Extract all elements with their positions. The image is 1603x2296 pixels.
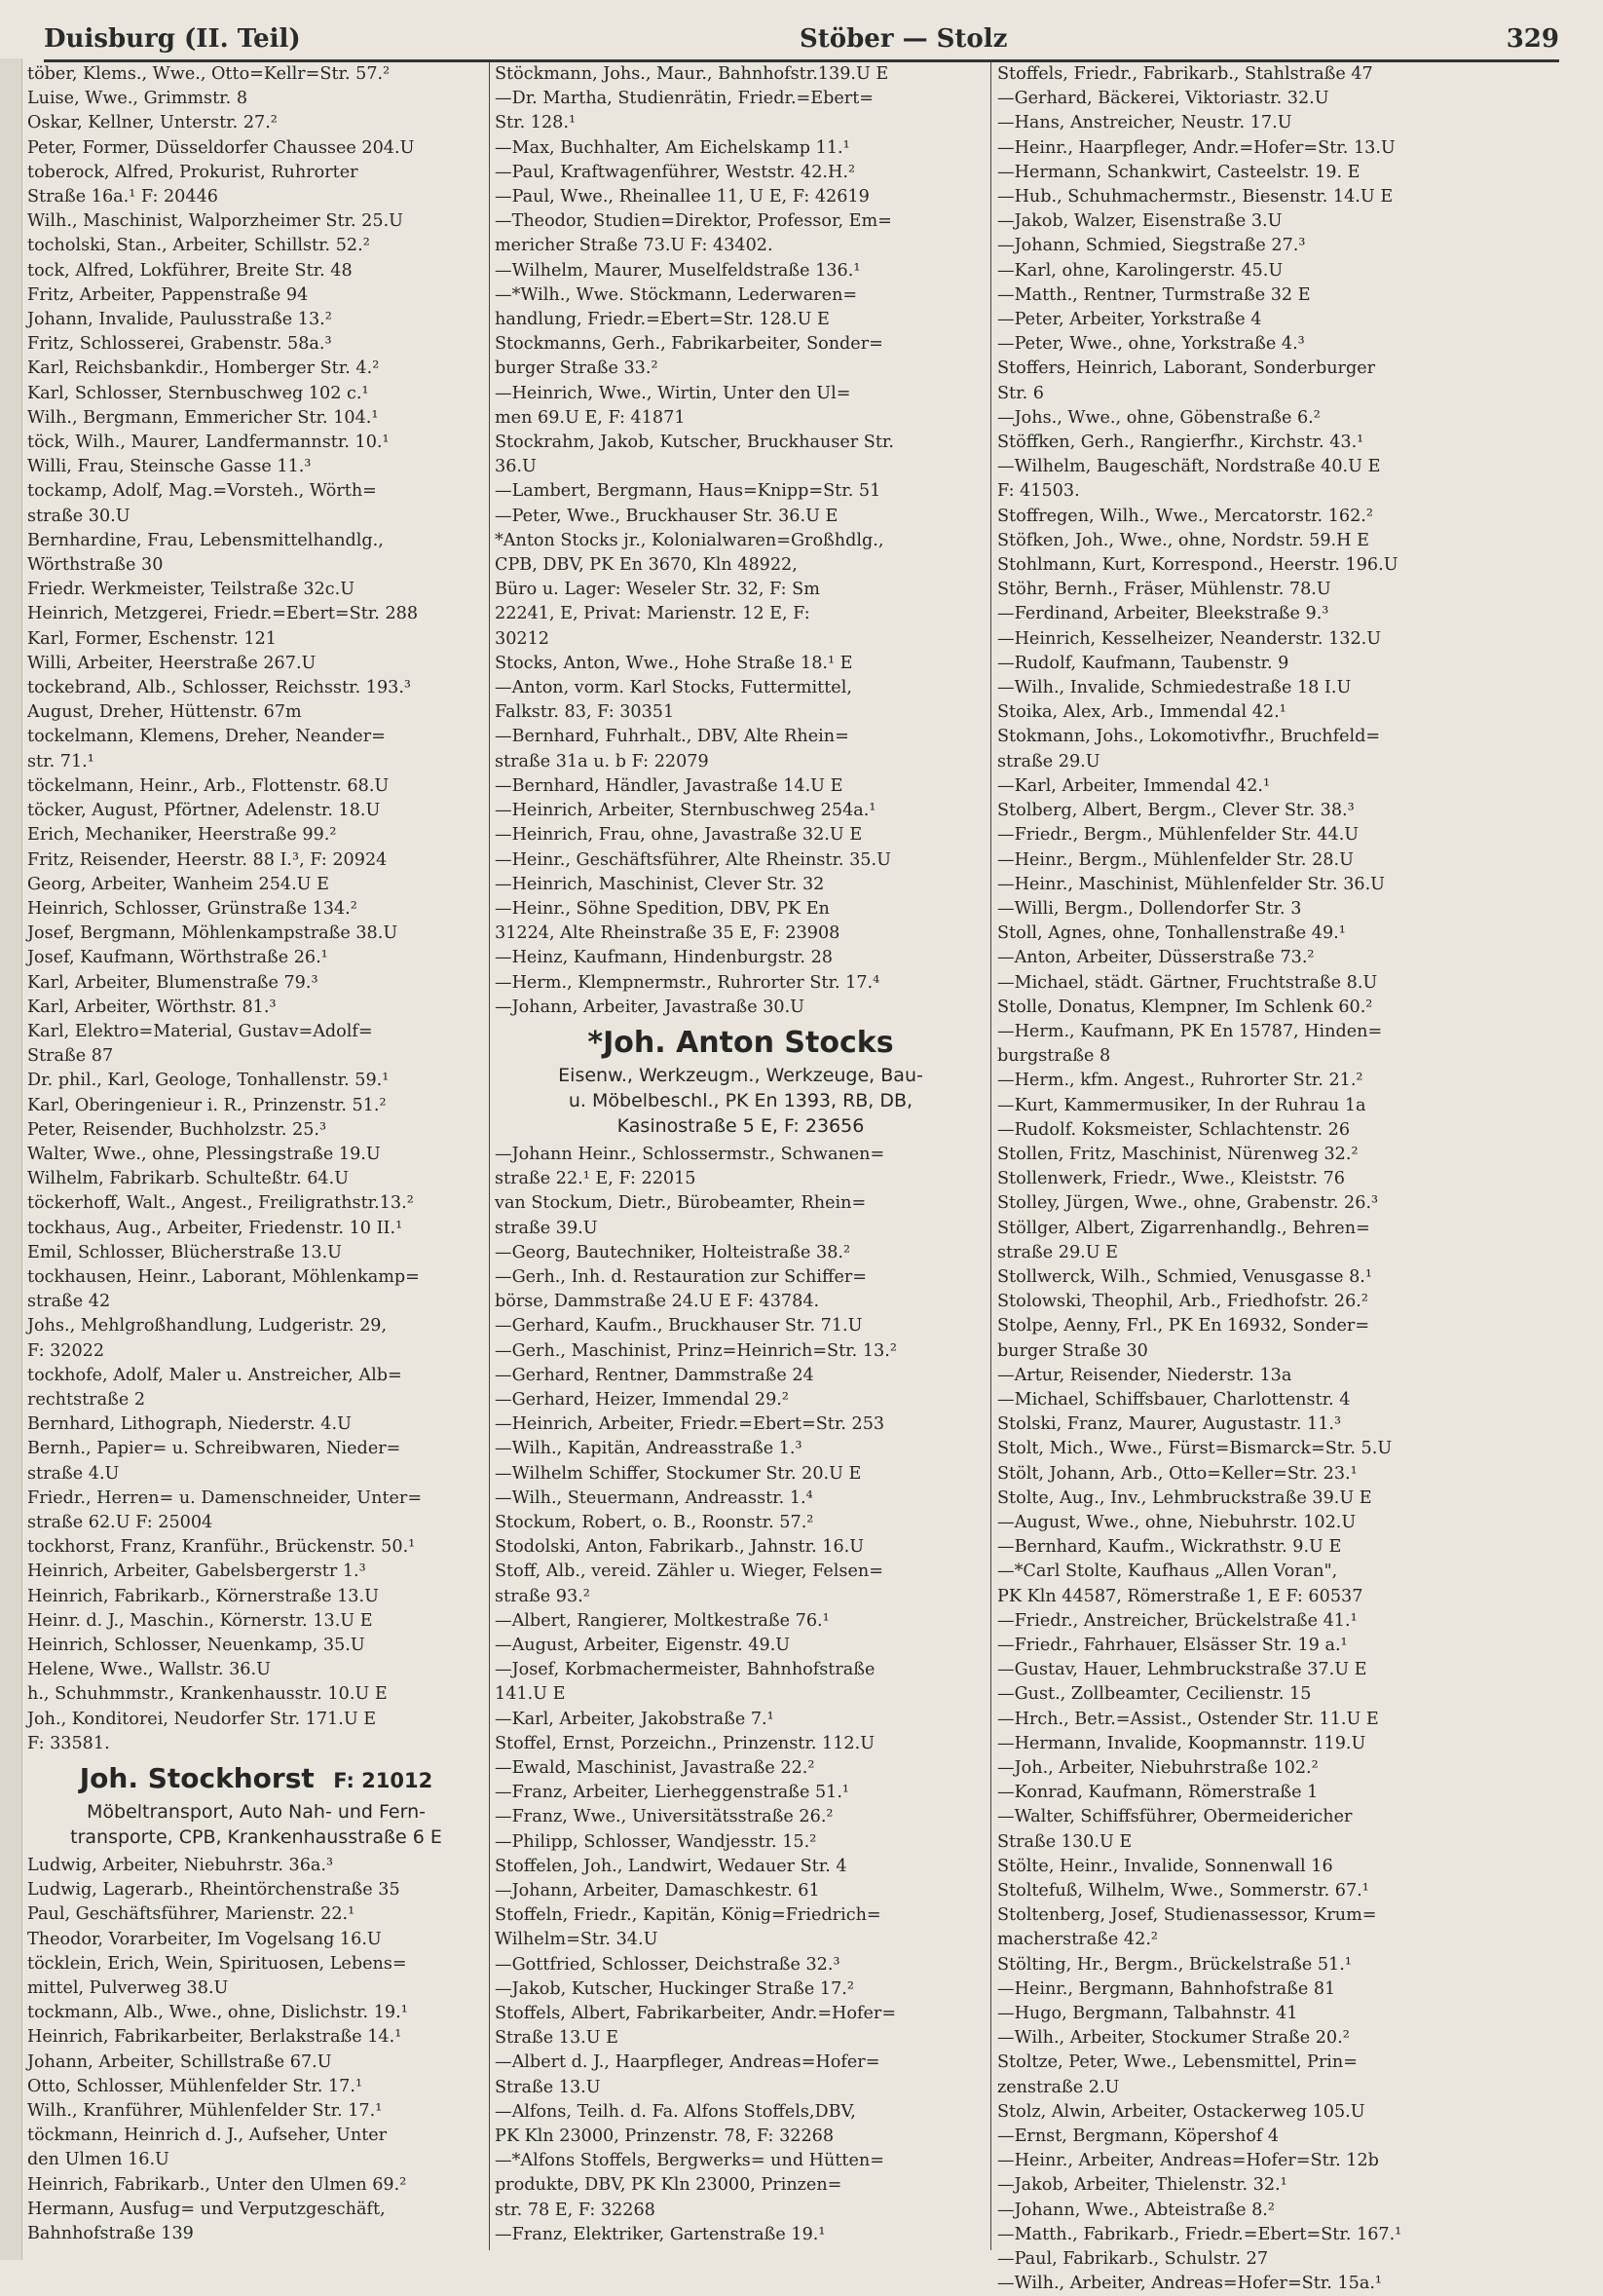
directory-entry-line: Walter, Wwe., ohne, Plessingstraße 19.U — [27, 1144, 381, 1164]
directory-entry-line: Str. 128.¹ — [495, 113, 577, 133]
directory-entry-line: töckerhoff, Walt., Angest., Freiligrathstr.13.² — [27, 1193, 414, 1214]
ad-stockhorst-line2: Möbeltransport, Auto Nah- und Fern- — [86, 1801, 426, 1824]
directory-entry-line: CPB, DBV, PK En 3670, Kln 48922, — [495, 555, 798, 576]
directory-entry-line: Stöhr, Bernh., Fräser, Mühlenstr. 78.U — [997, 580, 1331, 600]
directory-entry-line: —Anton, vorm. Karl Stocks, Futtermittel, — [495, 678, 852, 698]
directory-entry-line: —Heinrich, Arbeiter, Friedr.=Ebert=Str. 253 — [495, 1414, 885, 1435]
directory-entry-line: Stodolski, Anton, Fabrikarb., Jahnstr. 16.U — [495, 1537, 865, 1558]
directory-entry-line: Stoffels, Albert, Fabrikarbeiter, Andr.=Hofer= — [495, 2004, 897, 2024]
directory-entry-line: —Paul, Kraftwagenführer, Weststr. 42.H.² — [495, 162, 855, 182]
directory-entry-line: —Hermann, Invalide, Koopmannstr. 119.U — [997, 1733, 1366, 1753]
directory-entry-line: —Peter, Arbeiter, Yorkstraße 4 — [997, 310, 1262, 330]
column-1-entries — [27, 62, 485, 1756]
directory-entry-line: —Hans, Anstreicher, Neustr. 17.U — [997, 113, 1292, 133]
directory-entry-line: Stolt, Mich., Wwe., Fürst=Bismarck=Str. 5.U — [997, 1439, 1393, 1459]
directory-entry-line: Helene, Wwe., Wallstr. 36.U — [27, 1660, 271, 1680]
directory-entry-line: —Artur, Reisender, Niederstr. 13a — [997, 1365, 1292, 1385]
directory-entry-line: —Wilh., Invalide, Schmiedestraße 18 I.U — [997, 678, 1352, 698]
directory-entry-line: straße 30.U — [27, 506, 130, 526]
directory-entry-line: produkte, DBV, PK Kln 23000, Prinzen= — [495, 2175, 842, 2196]
directory-entry-line: —Heinr., Haarpfleger, Andr.=Hofer=Str. 13.U — [997, 137, 1396, 158]
directory-entry-line: Karl, Elektro=Material, Gustav=Adolf= — [27, 1021, 373, 1041]
directory-entry-line: —Gust., Zollbeamter, Cecilienstr. 15 — [997, 1684, 1312, 1705]
directory-entry-line: Otto, Schlosser, Mühlenfelder Str. 17.¹ — [27, 2076, 363, 2096]
directory-entry-line: —Heinrich, Maschinist, Clever Str. 32 — [495, 874, 825, 894]
directory-entry-line: Stoffel, Ernst, Porzeichn., Prinzenstr. 112.U — [495, 1733, 876, 1753]
directory-entry-line: Stolpe, Aenny, Frl., PK En 16932, Sonder= — [997, 1316, 1370, 1336]
directory-entry-line: Stolski, Franz, Maurer, Augustastr. 11.³ — [997, 1414, 1342, 1435]
directory-entry-line: töckmann, Heinrich d. J., Aufseher, Unter — [27, 2126, 388, 2146]
directory-entry-line: Heinr. d. J., Maschin., Körnerstr. 13.U E — [27, 1610, 373, 1631]
directory-entry-line: Stokmann, Johs., Lokomotivfhr., Bruchfeld= — [997, 727, 1381, 747]
directory-entry-line: Karl, Oberingenieur i. R., Prinzenstr. 51.² — [27, 1095, 387, 1115]
directory-entry-line: —Heinrich, Frau, ohne, Javastraße 32.U E — [495, 825, 863, 846]
directory-entry-line: Heinrich, Fabrikarbeiter, Berlakstraße 14.¹ — [27, 2027, 402, 2048]
column-1 — [27, 62, 485, 2250]
directory-entry-line: Stöckmann, Johs., Maur., Bahnhofstr.139.U E — [495, 64, 889, 84]
column-divider — [990, 62, 991, 2250]
directory-entry-line: Straße 13.U E — [495, 2028, 619, 2049]
directory-entry-line: Peter, Former, Düsseldorfer Chaussee 204.U — [27, 137, 415, 158]
directory-entry-line: mittel, Pulverweg 38.U — [27, 1978, 229, 1999]
directory-entry-line: Josef, Bergmann, Möhlenkampstraße 38.U — [27, 923, 398, 944]
directory-entry-line: F: 41503. — [997, 481, 1080, 502]
directory-entry-line: burger Straße 30 — [997, 1340, 1148, 1361]
directory-entry-line: —Heinr., Geschäftsführer, Alte Rheinstr. 35.U — [495, 849, 891, 870]
directory-entry-line: macherstraße 42.² — [997, 1930, 1158, 1950]
directory-entry-line: —Gerh., Maschinist, Prinz=Heinrich=Str. 13.² — [495, 1340, 897, 1361]
directory-entry-line: Stöffken, Gerh., Rangierfhr., Kirchstr. 43.¹ — [997, 433, 1364, 453]
directory-entry-line: mericher Straße 73.U F: 43402. — [495, 236, 773, 256]
directory-entry-line: Willi, Frau, Steinsche Gasse 11.³ — [27, 457, 312, 477]
directory-entry-line: —Johann, Arbeiter, Damaschkestr. 61 — [495, 1881, 820, 1901]
directory-entry-line: Joh., Konditorei, Neudorfer Str. 171.U E — [27, 1709, 377, 1729]
directory-entry-line: Wilhelm=Str. 34.U — [495, 1930, 658, 1950]
directory-entry-line: —Gerhard, Kaufm., Bruckhauser Str. 71.U — [495, 1316, 863, 1336]
directory-entry-line: Karl, Arbeiter, Wörthstr. 81.³ — [27, 997, 277, 1017]
directory-entry-line: —Anton, Arbeiter, Düsserstraße 73.² — [997, 948, 1315, 968]
directory-entry-line: Stoltefuß, Wilhelm, Wwe., Sommerstr. 67.¹ — [997, 1881, 1369, 1901]
directory-entry-line: Stoltze, Peter, Wwe., Lebensmittel, Prin= — [997, 2052, 1358, 2073]
directory-entry-line: straße 22.¹ E, F: 22015 — [495, 1169, 696, 1189]
directory-entry-line: Stoffers, Heinrich, Laborant, Sonderburger — [997, 358, 1376, 379]
directory-entry-line: straße 4.U — [27, 1463, 120, 1484]
directory-entry-line: Heinrich, Schlosser, Grünstraße 134.² — [27, 898, 357, 919]
directory-entry-line: —Wilh., Kapitän, Andreasstraße 1.³ — [495, 1439, 802, 1459]
directory-entry-line: —Johann, Arbeiter, Javastraße 30.U — [495, 997, 805, 1017]
directory-entry-line: h., Schuhmmstr., Krankenhausstr. 10.U E — [27, 1684, 388, 1705]
directory-entry-line: —Friedr., Fahrhauer, Elsässer Str. 19 a.¹ — [997, 1636, 1348, 1655]
directory-entry-line: straße 62.U F: 25004 — [27, 1512, 213, 1532]
directory-entry-line: Johann, Arbeiter, Schillstraße 67.U — [27, 2051, 332, 2072]
directory-entry-line: —*Alfons Stoffels, Bergwerks= und Hütten= — [495, 2151, 884, 2171]
page-number: 329 — [1506, 24, 1559, 54]
directory-entry-line: Stolowski, Theophil, Arb., Friedhofstr. 26.² — [997, 1292, 1368, 1312]
directory-entry-line: Theodor, Vorarbeiter, Im Vogelsang 16.U — [27, 1929, 382, 1949]
directory-entry-line: Heinrich, Fabrikarb., Unter den Ulmen 69.² — [27, 2174, 407, 2195]
ad-stockhorst-line3: transporte, CPB, Krankenhausstraße 6 E — [70, 1826, 442, 1849]
directory-entry-line: Stölting, Hr., Bergm., Brückelstraße 51.¹ — [997, 1954, 1352, 1975]
directory-entry-line: —Willi, Bergm., Dollendorfer Str. 3 — [997, 898, 1302, 919]
directory-entry-line: —Herm., Klempnermstr., Ruhrorter Str. 17.⁴ — [495, 972, 880, 993]
directory-entry-line: *Anton Stocks jr., Kolonialwaren=Großhdlg., — [495, 530, 884, 550]
directory-entry-line: —Joh., Arbeiter, Niebuhrstraße 102.² — [997, 1758, 1319, 1779]
directory-entry-line: —Franz, Wwe., Universitätsstraße 26.² — [495, 1807, 834, 1827]
directory-entry-line: —Wilhelm Schiffer, Stockumer Str. 20.U E — [495, 1463, 862, 1484]
directory-entry-line: —Peter, Wwe., ohne, Yorkstraße 4.³ — [997, 334, 1305, 355]
directory-entry-line: Stölte, Heinr., Invalide, Sonnenwall 16 — [997, 1856, 1333, 1876]
directory-entry-line: Luise, Wwe., Grimmstr. 8 — [27, 89, 248, 109]
page-header — [44, 21, 1559, 56]
directory-entry-line: F: 32022 — [27, 1340, 105, 1361]
directory-entry-line: burger Straße 33.² — [495, 358, 658, 379]
directory-entry-line: Stöfken, Joh., Wwe., ohne, Nordstr. 59.H E — [997, 530, 1369, 550]
directory-entry-line: August, Dreher, Hüttenstr. 67m — [27, 702, 302, 723]
directory-entry-line: —Ferdinand, Arbeiter, Bleekstraße 9.³ — [997, 604, 1329, 624]
directory-entry-line: straße 42 — [27, 1292, 111, 1312]
directory-entry-line: —Gottfried, Schlosser, Deichstraße 32.³ — [495, 1954, 840, 1975]
directory-entry-line: tockelmann, Klemens, Dreher, Neander= — [27, 727, 386, 747]
ad-joh-anton-stocks — [495, 1024, 987, 1139]
directory-entry-line: —Wilhelm, Maurer, Muselfeldstraße 136.¹ — [495, 260, 861, 281]
directory-entry-line: —Max, Buchhalter, Am Eichelskamp 11.¹ — [495, 137, 850, 158]
directory-entry-line: Stollen, Fritz, Maschinist, Nürenweg 32.² — [997, 1144, 1359, 1164]
header-center: Stöber — Stolz — [799, 24, 1008, 54]
directory-entry-line: Emil, Schlosser, Blücherstraße 13.U — [27, 1242, 343, 1262]
directory-entry-line: van Stockum, Dietr., Bürobeamter, Rhein= — [495, 1193, 867, 1214]
directory-entry-line: —Gustav, Hauer, Lehmbruckstraße 37.U E — [997, 1660, 1367, 1680]
directory-entry-line: —Heinrich, Arbeiter, Sternbuschweg 254a.¹ — [495, 801, 876, 821]
page-edge — [0, 58, 22, 2260]
directory-entry-line: Karl, Reichsbankdir., Homberger Str. 4.² — [27, 358, 380, 379]
column-divider — [489, 62, 490, 2250]
directory-entry-line: tockamp, Adolf, Mag.=Vorsteh., Wörth= — [27, 481, 377, 502]
directory-entry-line: men 69.U E, F: 41871 — [495, 407, 686, 428]
directory-entry-line: —Bernhard, Händler, Javastraße 14.U E — [495, 775, 843, 796]
directory-entry-line: —Matth., Fabrikarb., Friedr.=Ebert=Str. 167.¹ — [997, 2224, 1402, 2244]
directory-entry-line: Johs., Mehlgroßhandlung, Ludgeristr. 29, — [27, 1316, 388, 1336]
directory-entry-line: —Hrch., Betr.=Assist., Ostender Str. 11.U E — [997, 1709, 1379, 1729]
ad-stocks-line3: u. Möbelbeschl., PK En 1393, RB, DB, — [568, 1089, 913, 1111]
directory-entry-line: —Herm., kfm. Angest., Ruhrorter Str. 21.² — [997, 1071, 1363, 1091]
directory-entry-line: —Heinr., Arbeiter, Andreas=Hofer=Str. 12b — [997, 2151, 1379, 2171]
directory-entry-line: Karl, Arbeiter, Blumenstraße 79.³ — [27, 972, 318, 993]
directory-entry-line: Fritz, Arbeiter, Pappenstraße 94 — [27, 284, 309, 305]
directory-entry-line: Stockum, Robert, o. B., Roonstr. 57.² — [495, 1512, 814, 1532]
directory-entry-line: —Bernhard, Fuhrhalt., DBV, Alte Rhein= — [495, 727, 849, 747]
directory-entry-line: PK Kln 23000, Prinzenstr. 78, F: 32268 — [495, 2127, 835, 2147]
ad-stockhorst-phone: F: 21012 — [333, 1769, 433, 1793]
directory-entry-line: —Friedr., Bergm., Mühlenfelder Str. 44.U — [997, 825, 1360, 846]
directory-entry-line: —Ewald, Maschinist, Javastraße 22.² — [495, 1758, 815, 1778]
directory-entry-line: 141.U E — [495, 1684, 566, 1705]
directory-entry-line: Stocks, Anton, Wwe., Hohe Straße 18.¹ E — [495, 653, 853, 673]
directory-entry-line: Erich, Mechaniker, Heerstraße 99.² — [27, 825, 337, 846]
ad-stockhorst-name: Joh. Stockhorst — [79, 1762, 315, 1795]
directory-entry-line: Oskar, Kellner, Unterstr. 27.² — [27, 113, 278, 133]
directory-entry-line: —*Carl Stolte, Kaufhaus „Allen Voran", — [997, 1562, 1338, 1582]
ad-stockhorst — [27, 1760, 485, 1850]
directory-entry-line: —Michael, städt. Gärtner, Fruchtstraße 8.U — [997, 972, 1378, 993]
directory-entry-line: Hermann, Ausfug= und Verputzgeschäft, — [27, 2199, 386, 2219]
directory-entry-line: —Gerhard, Bäckerei, Viktoriastr. 32.U — [997, 89, 1329, 109]
directory-entry-line: Wilh., Maschinist, Walporzheimer Str. 25.U — [27, 211, 403, 232]
directory-entry-line: den Ulmen 16.U — [27, 2150, 169, 2170]
directory-entry-line: tockhorst, Franz, Kranführ., Brückenstr. 50.¹ — [27, 1537, 416, 1558]
directory-entry-line: —Johann, Wwe., Abteistraße 8.² — [997, 2200, 1275, 2220]
directory-entry-line: Wörthstraße 30 — [27, 555, 164, 576]
directory-entry-line: Georg, Arbeiter, Wanheim 254.U E — [27, 874, 329, 894]
directory-entry-line: —Konrad, Kaufmann, Römerstraße 1 — [997, 1783, 1319, 1803]
directory-entry-line: tock, Alfred, Lokführer, Breite Str. 48 — [27, 260, 353, 281]
directory-entry-line: —Heinr., Bergmann, Bahnhofstraße 81 — [997, 1978, 1336, 1999]
directory-entry-line: Friedr., Herren= u. Damenschneider, Unter= — [27, 1487, 423, 1508]
directory-entry-line: Stoffelen, Joh., Landwirt, Wedauer Str. 4 — [495, 1856, 847, 1876]
directory-entry-line: toberock, Alfred, Prokurist, Ruhrorter — [27, 162, 358, 182]
directory-entry-line: —Rudolf. Koksmeister, Schlachtenstr. 26 — [997, 1119, 1351, 1140]
directory-entry-line: —Heinr., Söhne Spedition, DBV, PK En — [495, 898, 830, 919]
directory-entry-line: str. 71.¹ — [27, 751, 94, 772]
directory-entry-line: Heinrich, Metzgerei, Friedr.=Ebert=Str. 288 — [27, 604, 419, 624]
directory-entry-line: Johann, Invalide, Paulusstraße 13.² — [27, 310, 332, 330]
directory-entry-line: Stoltenberg, Josef, Studienassessor, Krum= — [997, 1905, 1377, 1926]
directory-entry-line: —Wilh., Arbeiter, Andreas=Hofer=Str. 15a.¹ — [997, 2274, 1382, 2294]
directory-entry-line: töck, Wilh., Maurer, Landfermannstr. 10.¹ — [27, 433, 390, 453]
directory-entry-line: Dr. phil., Karl, Geologe, Tonhallenstr. 59.¹ — [27, 1071, 390, 1091]
directory-entry-line: Str. 6 — [997, 383, 1044, 403]
directory-entry-line: —Jakob, Kutscher, Huckinger Straße 17.² — [495, 1978, 854, 1999]
directory-entry-line: Heinrich, Arbeiter, Gabelsbergerstr 1.³ — [27, 1562, 366, 1582]
directory-entry-line: —Albert, Rangierer, Moltkestraße 76.¹ — [495, 1610, 830, 1631]
column-2 — [495, 62, 987, 2250]
directory-entry-line: 31224, Alte Rheinstraße 35 E, F: 23908 — [495, 923, 840, 944]
directory-entry-line: —Ernst, Bergmann, Köpershof 4 — [997, 2127, 1280, 2147]
directory-entry-line: —Gerhard, Heizer, Immendal 29.² — [495, 1389, 789, 1410]
directory-entry-line: —Wilh., Steuermann, Andreasstr. 1.⁴ — [495, 1487, 813, 1508]
directory-entry-line: —Paul, Fabrikarb., Schulstr. 27 — [997, 2249, 1269, 2270]
directory-entry-line: tocholski, Stan., Arbeiter, Schillstr. 52.² — [27, 236, 370, 256]
directory-entry-line: Friedr. Werkmeister, Teilstraße 32c.U — [27, 580, 355, 600]
directory-entry-line: —Karl, Arbeiter, Immendal 42.¹ — [997, 775, 1271, 796]
directory-entry-line: —Rudolf, Kaufmann, Taubenstr. 9 — [997, 653, 1289, 673]
directory-entry-line: —Albert d. J., Haarpfleger, Andreas=Hofer= — [495, 2052, 880, 2073]
directory-entry-line: Bernhardine, Frau, Lebensmittelhandlg., — [27, 530, 384, 550]
directory-entry-line: —Franz, Elektriker, Gartenstraße 19.¹ — [495, 2224, 826, 2244]
ad-stocks-line4: Kasinostraße 5 E, F: 23656 — [616, 1114, 865, 1137]
directory-entry-line: —Heinr., Bergm., Mühlenfelder Str. 28.U — [997, 849, 1354, 870]
directory-entry-line: —Hugo, Bergmann, Talbahnstr. 41 — [997, 2004, 1298, 2024]
directory-entry-line: —Paul, Wwe., Rheinallee 11, U E, F: 42619 — [495, 187, 870, 207]
column-3-entries — [997, 62, 1504, 2296]
directory-entry-line: —Philipp, Schlosser, Wandjesstr. 15.² — [495, 1831, 817, 1852]
directory-entry-line: —Franz, Arbeiter, Lierheggenstraße 51.¹ — [495, 1783, 849, 1803]
directory-entry-line: straße 39.U — [495, 1218, 598, 1238]
directory-entry-line: —Lambert, Bergmann, Haus=Knipp=Str. 51 — [495, 481, 881, 502]
directory-entry-line: zenstraße 2.U — [997, 2077, 1120, 2097]
directory-entry-line: straße 31a u. b F: 22079 — [495, 751, 709, 772]
directory-entry-line: —Karl, Arbeiter, Jakobstraße 7.¹ — [495, 1709, 774, 1729]
directory-entry-line: Falkstr. 83, F: 30351 — [495, 702, 675, 723]
directory-entry-line: straße 29.U E — [997, 1242, 1118, 1262]
directory-entry-line: Bernhard, Lithograph, Niederstr. 4.U — [27, 1414, 352, 1435]
directory-entry-line: —Johs., Wwe., ohne, Göbenstraße 6.² — [997, 407, 1321, 428]
directory-entry-line: töcklein, Erich, Wein, Spirituosen, Lebens= — [27, 1953, 407, 1974]
directory-entry-line: Heinrich, Schlosser, Neuenkamp, 35.U — [27, 1636, 365, 1655]
directory-entry-line: Stoffels, Friedr., Fabrikarb., Stahlstraße 47 — [997, 64, 1373, 84]
directory-entry-line: töcker, August, Pförtner, Adelenstr. 18.U — [27, 801, 381, 821]
directory-entry-line: Stolberg, Albert, Bergm., Clever Str. 38.³ — [997, 801, 1355, 821]
directory-entry-line: tockhofe, Adolf, Maler u. Anstreicher, Alb= — [27, 1365, 402, 1385]
directory-entry-line: 22241, E, Privat: Marienstr. 12 E, F: — [495, 604, 810, 624]
column-2-entries — [495, 62, 987, 1020]
directory-entry-line: Straße 13.U — [495, 2077, 601, 2097]
directory-entry-line: tockhausen, Heinr., Laborant, Möhlenkamp= — [27, 1266, 420, 1287]
directory-entry-line: Stoika, Alex, Arb., Immendal 42.¹ — [997, 702, 1286, 723]
directory-entry-line: Wilh., Bergmann, Emmericher Str. 104.¹ — [27, 407, 379, 428]
directory-entry-line: —Wilhelm, Baugeschäft, Nordstraße 40.U E — [997, 457, 1381, 477]
directory-entry-line: Willi, Arbeiter, Heerstraße 267.U — [27, 653, 317, 673]
directory-entry-line: —Herm., Kaufmann, PK En 15787, Hinden= — [997, 1021, 1383, 1041]
directory-entry-line: töber, Klems., Wwe., Otto=Kellr=Str. 57.² — [27, 64, 391, 84]
directory-entry-line: Stöllger, Albert, Zigarrenhandlg., Behren= — [997, 1218, 1370, 1238]
directory-entry-line: Stoff, Alb., vereid. Zähler u. Wieger, Felsen= — [495, 1562, 883, 1582]
directory-entry-line: —Michael, Schiffsbauer, Charlottenstr. 4 — [997, 1389, 1351, 1410]
directory-entry-line: töckelmann, Heinr., Arb., Flottenstr. 68.U — [27, 775, 390, 796]
directory-entry-line: F: 33581. — [27, 1733, 110, 1753]
directory-entry-line: —Gerh., Inh. d. Restauration zur Schiffer= — [495, 1266, 868, 1287]
directory-entry-line: —Heinrich, Wwe., Wirtin, Unter den Ul= — [495, 383, 851, 403]
column-1-entries-continued — [27, 1854, 485, 2246]
directory-entry-line: Paul, Geschäftsführer, Marienstr. 22.¹ — [27, 1904, 355, 1925]
directory-entry-line: —Jakob, Arbeiter, Thielenstr. 32.¹ — [997, 2175, 1287, 2196]
directory-entry-line: börse, Dammstraße 24.U E F: 43784. — [495, 1292, 820, 1312]
directory-entry-line: Karl, Former, Eschenstr. 121 — [27, 628, 278, 649]
column-2-entries-continued — [495, 1143, 987, 2247]
directory-entry-line: 36.U — [495, 457, 537, 477]
directory-entry-line: Stolle, Donatus, Klempner, Im Schlenk 60.² — [997, 997, 1373, 1017]
directory-entry-line: Fritz, Reisender, Heerstr. 88 I.³, F: 20924 — [27, 849, 388, 870]
directory-entry-line: —Dr. Martha, Studienrätin, Friedr.=Ebert= — [495, 89, 875, 109]
directory-entry-line: —Hermann, Schankwirt, Casteelstr. 19. E — [997, 162, 1361, 182]
directory-entry-line: Stockmanns, Gerh., Fabrikarbeiter, Sonder= — [495, 334, 883, 355]
directory-entry-line: —Bernhard, Kaufm., Wickrathstr. 9.U E — [997, 1537, 1342, 1558]
directory-entry-line: Bahnhofstraße 139 — [27, 2224, 194, 2244]
directory-entry-line: —Friedr., Anstreicher, Brückelstraße 41.¹ — [997, 1610, 1358, 1631]
directory-entry-line: burgstraße 8 — [997, 1046, 1111, 1067]
directory-entry-line: Karl, Schlosser, Sternbuschweg 102 c.¹ — [27, 383, 369, 403]
directory-entry-line: Josef, Kaufmann, Wörthstraße 26.¹ — [27, 948, 328, 968]
directory-entry-line: tockebrand, Alb., Schlosser, Reichsstr. 193.³ — [27, 678, 411, 698]
directory-entry-line: —Theodor, Studien=Direktor, Professor, Em= — [495, 211, 892, 232]
directory-entry-line: tockmann, Alb., Wwe., ohne, Dislichstr. 19.¹ — [27, 2003, 408, 2023]
directory-entry-line: —Peter, Wwe., Bruckhauser Str. 36.U E — [495, 506, 839, 526]
directory-entry-line: —Johann Heinr., Schlossermstr., Schwanen= — [495, 1144, 885, 1164]
directory-entry-line: Stoffregen, Wilh., Wwe., Mercatorstr. 162.² — [997, 506, 1373, 526]
directory-entry-line: Stolz, Alwin, Arbeiter, Ostackerweg 105.U — [997, 2101, 1365, 2122]
directory-entry-line: —Matth., Rentner, Turmstraße 32 E — [997, 284, 1311, 305]
directory-entry-line: —Alfons, Teilh. d. Fa. Alfons Stoffels,DBV, — [495, 2101, 856, 2122]
directory-entry-line: —Gerhard, Rentner, Dammstraße 24 — [495, 1365, 814, 1385]
column-3 — [997, 62, 1504, 2294]
ad-stocks-name: *Joh. Anton Stocks — [587, 1025, 894, 1060]
directory-entry-line: 30212 — [495, 628, 549, 649]
directory-entry-line: —Karl, ohne, Karolingerstr. 45.U — [997, 260, 1284, 281]
directory-entry-line: Straße 87 — [27, 1046, 114, 1067]
directory-entry-line: PK Kln 44587, Römerstraße 1, E F: 60537 — [997, 1586, 1363, 1606]
directory-entry-line: —Kurt, Kammermusiker, In der Ruhrau 1a — [997, 1095, 1366, 1115]
directory-entry-line: Bernh., Papier= u. Schreibwaren, Nieder= — [27, 1439, 401, 1459]
directory-entry-line: —August, Arbeiter, Eigenstr. 49.U — [495, 1635, 791, 1655]
directory-entry-line: tockhaus, Aug., Arbeiter, Friedenstr. 10 II.¹ — [27, 1218, 403, 1238]
directory-entry-line: Stoll, Agnes, ohne, Tonhallenstraße 49.¹ — [997, 923, 1346, 944]
directory-entry-line: Heinrich, Fabrikarb., Körnerstraße 13.U — [27, 1586, 379, 1606]
directory-entry-line: handlung, Friedr.=Ebert=Str. 128.U E — [495, 310, 830, 330]
directory-entry-line: —Johann, Schmied, Siegstraße 27.³ — [997, 236, 1306, 256]
directory-entry-line: —Georg, Bautechniker, Holteistraße 38.² — [495, 1242, 851, 1262]
header-left: Duisburg (II. Teil) — [44, 24, 301, 54]
directory-entry-line: Stockrahm, Jakob, Kutscher, Bruckhauser Str. — [495, 433, 894, 453]
directory-entry-line: —Jakob, Walzer, Eisenstraße 3.U — [997, 211, 1283, 232]
directory-entry-line: —*Wilh., Wwe. Stöckmann, Lederwaren= — [495, 284, 858, 305]
directory-entry-line: straße 93.² — [495, 1586, 590, 1606]
directory-entry-line: Stolley, Jürgen, Wwe., ohne, Grabenstr. 26.³ — [997, 1193, 1379, 1214]
directory-entry-line: —Heinr., Maschinist, Mühlenfelder Str. 36.U — [997, 874, 1386, 894]
directory-entry-line: Ludwig, Lagerarb., Rheintörchenstraße 35 — [27, 1880, 400, 1901]
directory-entry-line: Stölt, Johann, Arb., Otto=Keller=Str. 23.¹ — [997, 1463, 1358, 1484]
directory-entry-line: Straße 130.U E — [997, 1831, 1133, 1852]
directory-entry-line: Stohlmann, Kurt, Korrespond., Heerstr. 196.U — [997, 555, 1398, 576]
directory-entry-line: Wilhelm, Fabrikarb. Schulteßtr. 64.U — [27, 1169, 350, 1189]
ad-stocks-line2: Eisenw., Werkzeugm., Werkzeuge, Bau- — [558, 1064, 923, 1086]
directory-entry-line: —Wilh., Arbeiter, Stockumer Straße 20.² — [997, 2028, 1350, 2049]
directory-entry-line: rechtstraße 2 — [27, 1389, 146, 1410]
directory-entry-line: Fritz, Schlosserei, Grabenstr. 58a.³ — [27, 334, 332, 355]
directory-entry-line: Stollenwerk, Friedr., Wwe., Kleiststr. 76 — [997, 1169, 1346, 1189]
directory-entry-line: straße 29.U — [997, 751, 1100, 772]
directory-entry-line: Büro u. Lager: Weseler Str. 32, F: Sm — [495, 580, 820, 600]
directory-entry-line: Wilh., Kranführer, Mühlenfelder Str. 17.¹ — [27, 2101, 383, 2122]
directory-entry-line: Stollwerck, Wilh., Schmied, Venusgasse 8.¹ — [997, 1266, 1372, 1287]
directory-entry-line: —Josef, Korbmachermeister, Bahnhofstraße — [495, 1660, 876, 1680]
directory-entry-line: str. 78 E, F: 32268 — [495, 2200, 655, 2220]
directory-entry-line: Peter, Reisender, Buchholzstr. 25.³ — [27, 1119, 327, 1140]
directory-entry-line: —Heinz, Kaufmann, Hindenburgstr. 28 — [495, 948, 833, 968]
directory-entry-line: Stolte, Aug., Inv., Lehmbruckstraße 39.U E — [997, 1487, 1372, 1508]
directory-entry-line: —August, Wwe., ohne, Niebuhrstr. 102.U — [997, 1512, 1357, 1532]
directory-entry-line: —Hub., Schuhmachermstr., Biesenstr. 14.U E — [997, 187, 1394, 207]
directory-entry-line: Stoffeln, Friedr., Kapitän, König=Friedrich= — [495, 1905, 881, 1926]
directory-entry-line: Ludwig, Arbeiter, Niebuhrstr. 36a.³ — [27, 1856, 334, 1876]
directory-entry-line: Straße 16a.¹ F: 20446 — [27, 187, 218, 207]
directory-entry-line: —Walter, Schiffsführer, Obermeidericher — [997, 1807, 1353, 1827]
directory-entry-line: —Heinrich, Kesselheizer, Neanderstr. 132.U — [997, 628, 1382, 649]
